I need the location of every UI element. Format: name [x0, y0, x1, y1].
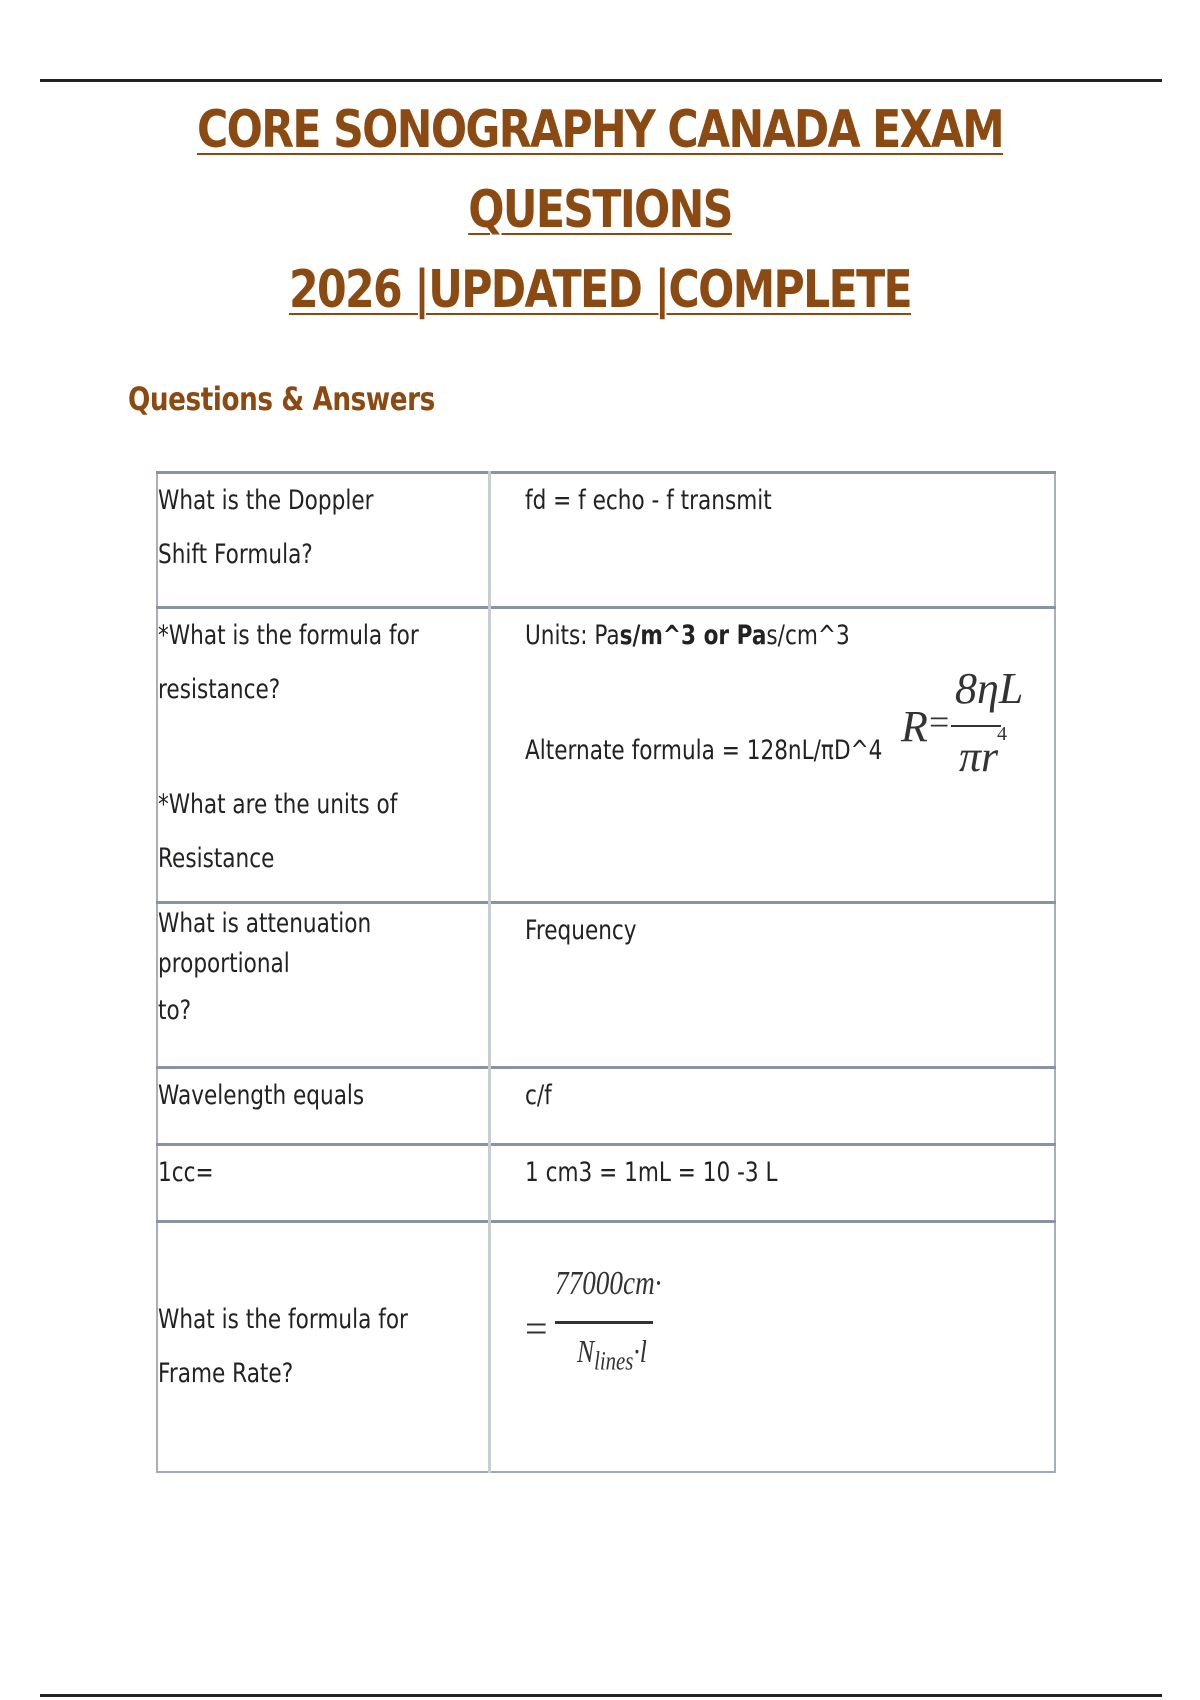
units-suffix: s/cm^3: [766, 620, 850, 651]
table-row: [157, 903, 1055, 1068]
question-line: What is the formula for: [158, 1304, 408, 1335]
top-rule: [40, 79, 1162, 82]
answer-cell: [490, 1145, 1056, 1222]
answer-cell: [490, 1222, 1056, 1473]
question-line: Frame Rate?: [158, 1358, 294, 1389]
table-row: [157, 608, 1055, 903]
formula-numerator: 77000cm·: [555, 1265, 662, 1302]
formula-denominator: [577, 1333, 647, 1376]
answer-cell: [490, 903, 1056, 1068]
formula-denominator: πr: [959, 732, 999, 781]
question-cell: [157, 1222, 490, 1473]
question-line: *What are the units of: [158, 789, 398, 820]
table-row: [157, 1145, 1055, 1222]
question-cell: [157, 473, 490, 608]
bottom-rule: [40, 1694, 1162, 1697]
table-row: [157, 1222, 1055, 1473]
fraction-bar: [951, 725, 1001, 727]
question-cell: [157, 1068, 490, 1145]
question-cell: [157, 1145, 490, 1222]
section-heading: Questions & Answers: [128, 380, 435, 418]
formula-equals: =: [525, 1306, 548, 1351]
table-row: [157, 473, 1055, 608]
frame-rate-formula: [525, 1233, 662, 1448]
title-line-1: CORE SONOGRAPHY CANADA EXAM QUESTIONS: [196, 100, 1004, 240]
answer-cell: [490, 1068, 1056, 1145]
question-cell: [157, 608, 490, 903]
answer-cell: [490, 473, 1056, 608]
formula-exponent: 4: [997, 723, 1007, 745]
question-line: Resistance: [158, 843, 275, 874]
question-line: proportional: [158, 948, 290, 979]
question-line: resistance?: [158, 674, 281, 705]
question-line: *What is the formula for: [158, 620, 419, 651]
formula-equals: =: [929, 702, 950, 742]
answer-cell: [490, 608, 1056, 903]
question-cell: [157, 903, 490, 1068]
title-line-2: 2026 |UPDATED |COMPLETE: [288, 260, 912, 320]
answer-text: fd = f echo - f transmit: [525, 485, 772, 516]
denominator-base: N: [577, 1333, 595, 1369]
units-prefix: Units: Pa: [525, 620, 620, 651]
question-line: to?: [158, 995, 192, 1026]
table-row: [157, 1068, 1055, 1145]
document-title: [190, 90, 1010, 330]
fraction-bar: [555, 1321, 653, 1324]
answer-text: Frequency: [525, 915, 637, 946]
units-answer: [525, 609, 850, 663]
alternate-formula: Alternate formula = 128nL/πD^4: [525, 735, 883, 766]
question-text: What is the Doppler Shift Formula?: [158, 485, 374, 570]
formula-numerator: 8ηL: [955, 664, 1024, 713]
answer-text: c/f: [525, 1080, 552, 1111]
question-text: 1cc=: [158, 1157, 214, 1188]
question-text: Wavelength equals: [158, 1080, 365, 1111]
denominator-sub: lines: [594, 1346, 634, 1376]
question-line: What is attenuation: [158, 908, 372, 939]
units-bold: s/m^3 or Pa: [619, 620, 767, 651]
resistance-formula: [901, 623, 1024, 833]
qa-table: [156, 471, 1056, 1473]
formula-lhs: R: [901, 702, 928, 751]
denominator-tail: ·l: [633, 1333, 647, 1369]
answer-text: 1 cm3 = 1mL = 10 -3 L: [525, 1157, 778, 1188]
